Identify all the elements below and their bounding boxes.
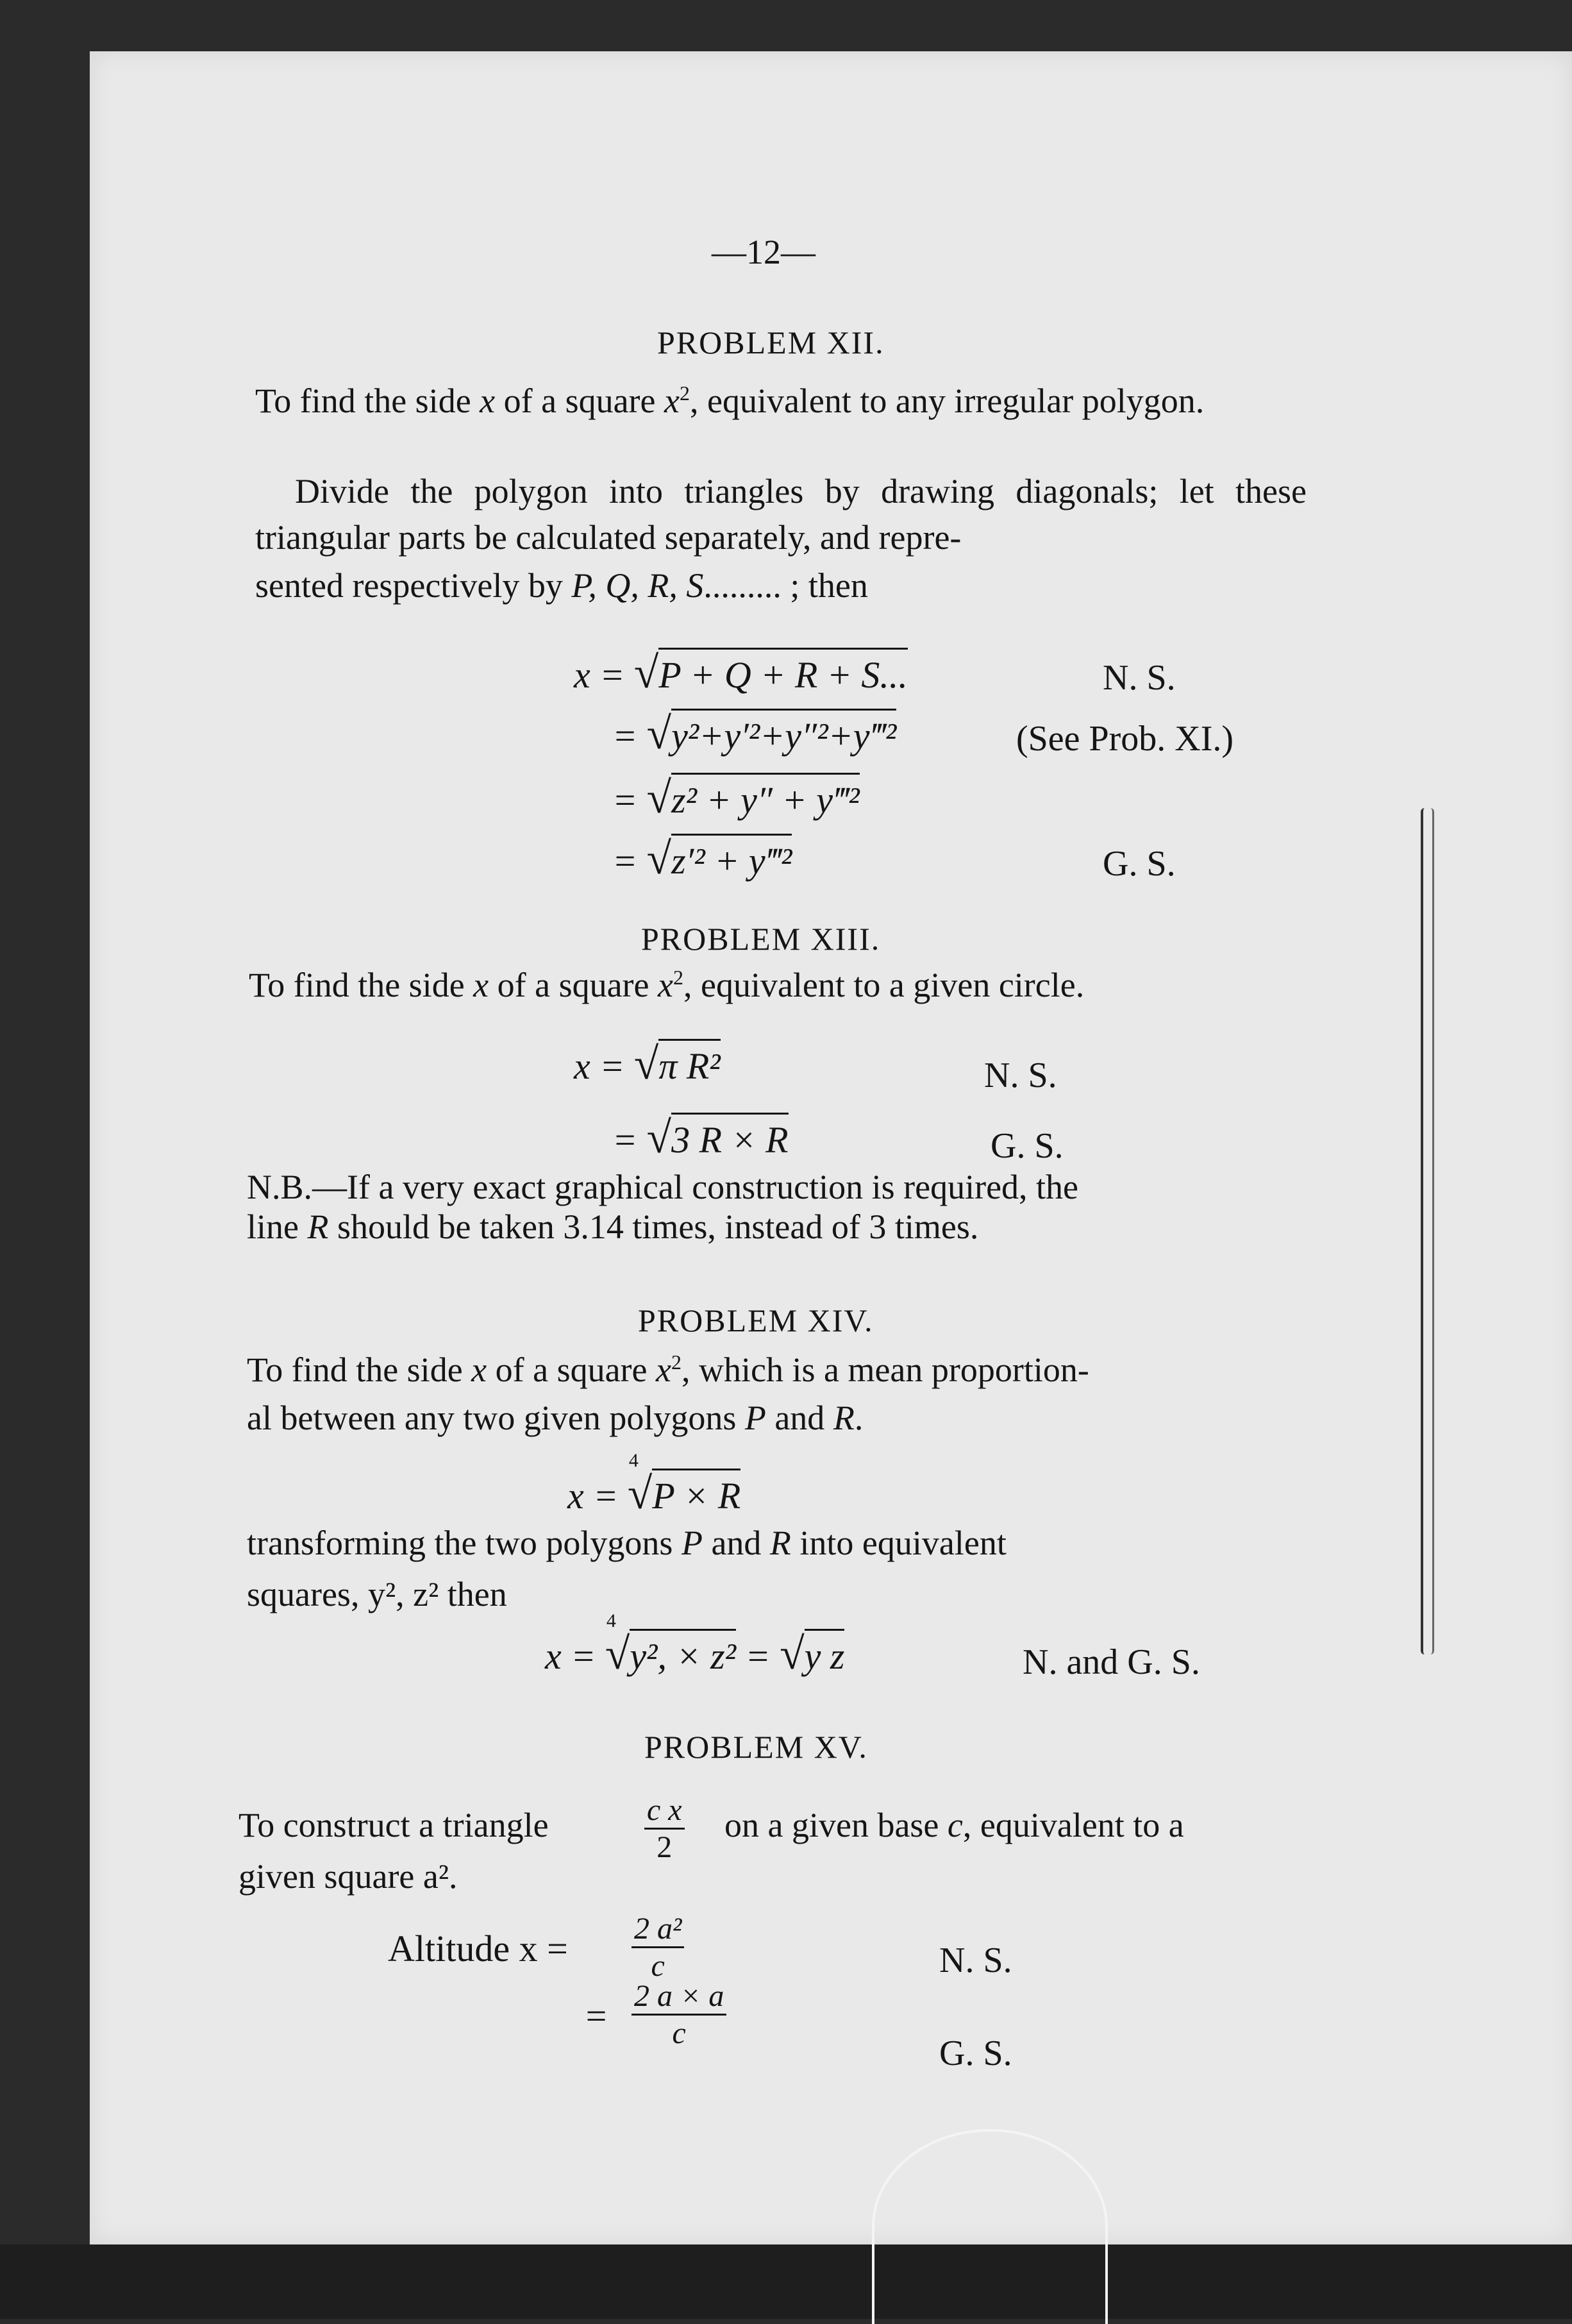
p14-statement-line1: To find the side x of a square $x^2$, which is a mean proportion- <box>247 1351 1089 1389</box>
margin-bracket-mark <box>1421 808 1434 1655</box>
scan-border <box>0 2244 1572 2319</box>
p14-statement-line2: al between any two given polygons P and R. <box>247 1399 864 1437</box>
p15-eq2-fraction: 2 a × a c <box>631 1978 726 2051</box>
p14-line3: transforming the two polygons P and R into equivalent <box>247 1524 1007 1562</box>
p12-eq2: = √y²+y′²+y″²+y‴² <box>612 709 897 759</box>
page-number: —12— <box>712 233 815 271</box>
problem-15-title: PROBLEM XV. <box>644 1729 868 1765</box>
p15-eq1-label: N. S. <box>939 1941 1012 1980</box>
problem-12-statement: To find the side x of a square $x^2$, equivalent to any irregular polygon. <box>255 382 1205 420</box>
p14-eq2: x = 4 √y², × z² = √y z <box>545 1610 845 1679</box>
problem-12-body-line3: sented respectively by P, Q, R, S......... ; then <box>255 566 868 605</box>
problem-12-title: PROBLEM XII. <box>657 324 885 360</box>
pen-stroke-mark <box>872 2129 1108 2324</box>
problem-13-statement: To find the side x of a square $x^2$, equivalent to a given circle. <box>249 966 1085 1004</box>
p15-statement-line1a: To construct a triangle <box>238 1806 549 1844</box>
p13-eq2: = √3 R × R <box>612 1113 789 1163</box>
p12-eq4-label: G. S. <box>1103 844 1176 884</box>
p13-nb-line2: line R should be taken 3.14 times, instead of 3 times. <box>247 1208 979 1246</box>
p12-eq2-label: (See Prob. XI.) <box>1016 719 1234 759</box>
p12-eq4: = √z′² + y‴² <box>612 834 792 884</box>
p15-statement-line2: given square a². <box>238 1857 458 1896</box>
p12-eq1-label: N. S. <box>1103 658 1176 698</box>
problem-12-body: Divide the polygon into triangles by drawing diagonals; let these triangular parts be calculated separately, and repre- <box>255 472 1307 557</box>
p13-eq1-label: N. S. <box>984 1056 1057 1095</box>
problem-13-title: PROBLEM XIII. <box>641 921 881 957</box>
p15-eq1-lhs: Altitude x = <box>388 1928 568 1969</box>
p12-eq3: = √z² + y″ + y‴² <box>612 773 860 823</box>
problem-14-title: PROBLEM XIV. <box>638 1302 874 1338</box>
p14-line4: squares, y², z² then <box>247 1575 507 1613</box>
p15-fraction: c x 2 <box>644 1792 685 1865</box>
p15-statement-line1b: on a given base c, equivalent to a <box>724 1806 1184 1844</box>
p15-eq2-label: G. S. <box>939 2034 1012 2073</box>
p14-eq1: x = 4 √P × R <box>567 1450 741 1519</box>
p13-eq1: x = √π R² <box>574 1040 721 1089</box>
p13-nb-line1: N.B.—If a very exact graphical construction is required, the <box>247 1168 1079 1206</box>
p14-eq2-label: N. and G. S. <box>1023 1642 1200 1682</box>
p12-eq1: x = √P + Q + R + S... <box>574 648 908 698</box>
p13-eq2-label: G. S. <box>991 1126 1064 1166</box>
p15-eq2-lhs: = <box>583 1995 609 2037</box>
p15-eq1-fraction: 2 a² c <box>631 1911 684 1983</box>
